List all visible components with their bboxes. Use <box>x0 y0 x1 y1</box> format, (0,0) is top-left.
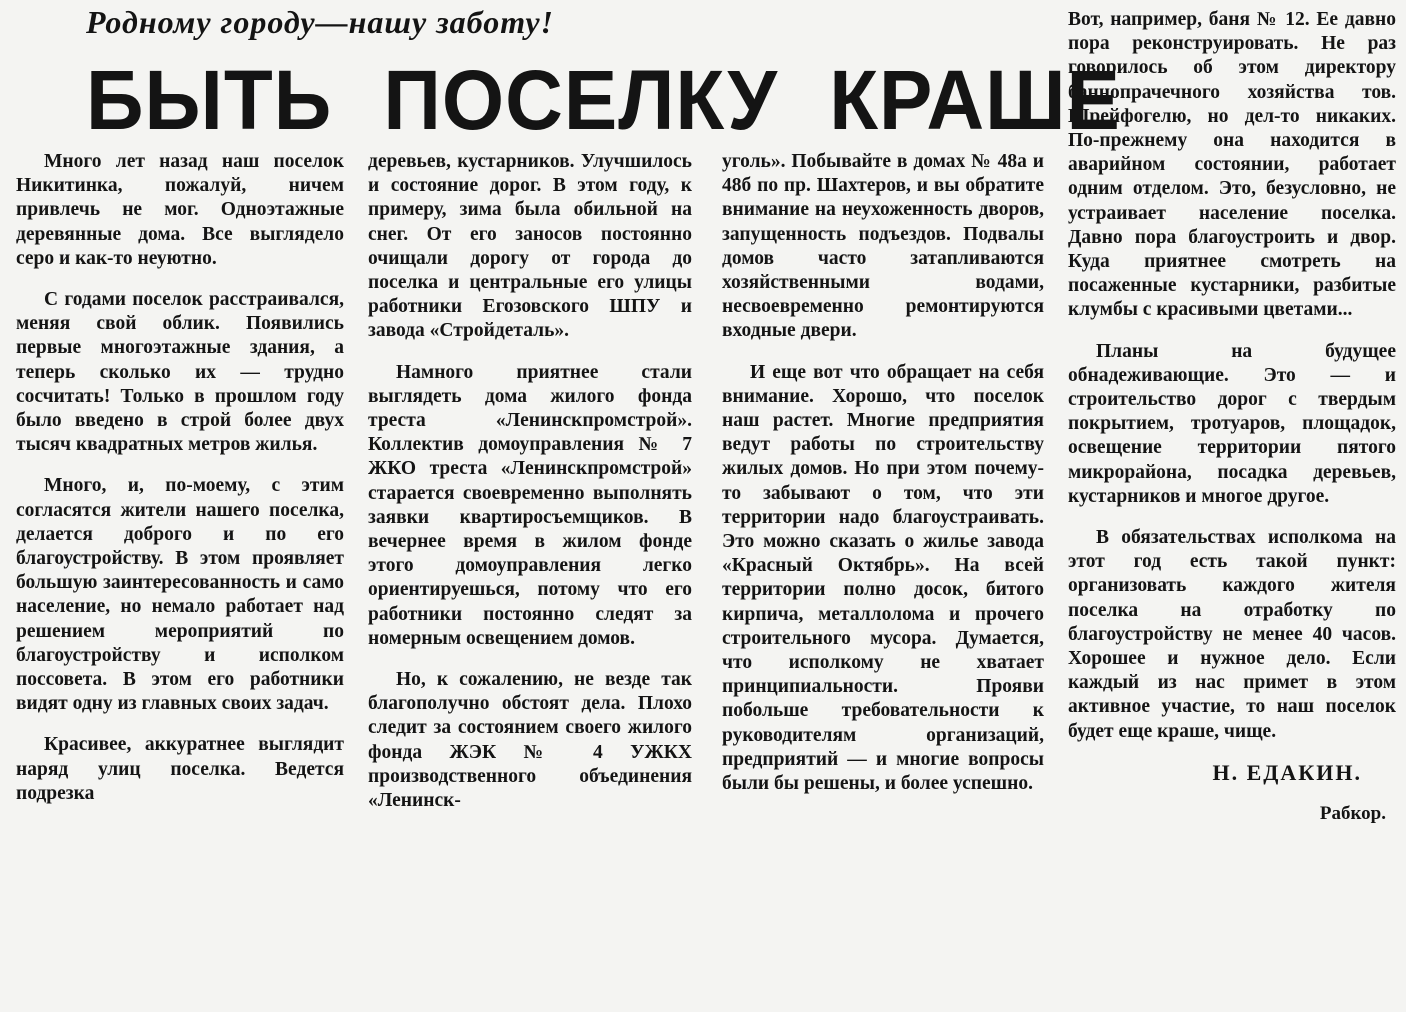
article-column-4 <box>1068 8 1396 1008</box>
article-column-1 <box>16 150 344 1010</box>
paragraph: Много, и, по-моему, с этим согласятся жители нашего поселка, делается доброго и по его благоустройству. В этом проявляет большую заинтересованность и само население, но немало работает над решением мероприятий по благоустройству и исполком поссовета. В этом его работники видят одну из главных своих задач. <box>16 475 344 715</box>
paragraph: Планы на будущее обнадеживающие. Это — и строительство дорог с твердым покрытием, тротуаров, площадок, освещение территории пятого микрорайона, посадка деревьев, кустарников и многое другое. <box>1068 340 1396 507</box>
paragraph: Намного приятнее стали выглядеть дома жилого фонда треста «Ленинскпромстрой». Коллектив домоуправления № 7 ЖКО треста «Ленинскпромстрой» старается своевременно выполнять заявки квартиросъемщиков. В вечернее время в жилом фонде этого домоуправления легко ориентируешься, потому что его работники постоянно следят за номерным освещением домов. <box>368 361 692 649</box>
kicker-slogan: Родному городу—нашу заботу! <box>86 4 554 40</box>
paragraph: С годами поселок расстраивался, меняя свой облик. Появились первые многоэтажные здания, а теперь сколько их — трудно сосчитать! Только в прошлом году было введено в строй более двух тысяч квадратных метров жилья. <box>16 289 344 456</box>
paragraph: Много лет назад наш поселок Никитинка, пожалуй, ничем привлечь не мог. Одноэтажные деревянные дома. Все выглядело серо и как-то неуютно. <box>16 151 344 269</box>
article-column-2 <box>368 150 692 1010</box>
author-role: Рабкор. <box>1319 803 1386 825</box>
paragraph: деревьев, кустарников. Улучшилось и состояние дорог. В этом году, к примеру, зима была обильной на снег. От его заносов постоянно очищали дорогу от города до поселка и центральные его улицы работники Егозовского ШПУ и завода «Стройдеталь». <box>368 151 692 342</box>
article-column-3 <box>722 150 1044 1010</box>
paragraph: Красивее, аккуратнее выглядит наряд улиц поселка. Ведется подрезка <box>16 734 344 804</box>
paragraph: Вот, например, баня № 12. Ее давно пора реконструировать. Не раз говорилось об этом директору баннопрачечного хозяйства тов. Шрейфогелю, но дел-то никаких. По-прежнему она находится в аварийном состоянии, работает одним отделом. Это, безусловно, не устраивает население поселка. Давно пора благоустроить и двор. Куда приятнее смотреть на посаженные кустарники, разбитые клумбы с красивыми цветами... <box>1068 9 1396 321</box>
paragraph: И еще вот что обращает на себя внимание. Хорошо, что поселок наш растет. Многие предприятия ведут работы по строительству жилых домов. Но при этом почему-то забывают о том, что эти территории надо благоустраивать. Это можно сказать о жилье завода «Красный Октябрь». На всей территории полно досок, битого кирпича, металлолома и прочего строительного мусора. Думается, что исполкому не хватает принципиальности. Прояви побольше требовательности к руководителям организаций, предприятий — и многие вопросы были бы решены, и более успешно. <box>722 361 1044 795</box>
paragraph: уголь». Побывайте в домах № 48а и 48б по пр. Шахтеров, и вы обратите внимание на неухоженность дворов, запущенность подъездов. Подвалы домов часто затапливаются хозяйственными водами, несвоевременно ремонтируются входные двери. <box>722 151 1044 342</box>
paragraph: Но, к сожалению, не везде так благополучно обстоят дела. Плохо следит за состоянием своего жилого фонда ЖЭК № 4 УЖКХ производственного объединения «Ленинск- <box>368 669 692 812</box>
paragraph: В обязательствах исполкома на этот год есть такой пункт: организовать каждого жителя поселка на отработку по благоустройству не менее 40 часов. Хорошее и нужное дело. Если каждый из нас примет в этом активное участие, то наш поселок будет еще краше, чище. <box>1068 527 1396 742</box>
author-name: Н. ЕДАКИН. <box>1212 759 1362 785</box>
article-headline: БЫТЬ ПОСЕЛКУ КРАШЕ <box>86 53 1121 147</box>
